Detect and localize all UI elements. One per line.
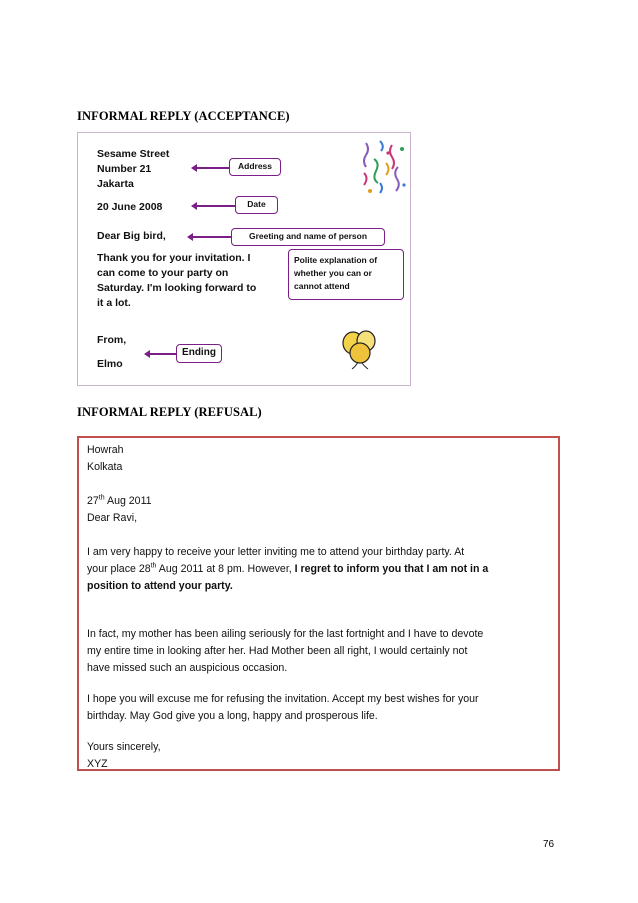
body-line: can come to your party on (97, 267, 229, 279)
heading-refusal: INFORMAL REPLY (REFUSAL) (77, 405, 262, 419)
callout-line: Polite explanation of (294, 255, 378, 265)
letter-greeting: Dear Ravi, (87, 512, 138, 524)
date-month-year: Aug 2011 (104, 495, 152, 507)
balloons-illustration (340, 329, 380, 371)
body-line: it a lot. (97, 297, 131, 309)
paragraph-line: I hope you will excuse me for refusing the invitation. Accept my best wishes for your (87, 693, 479, 705)
paragraph-line: position to attend your party. (87, 580, 233, 592)
callout-greeting (231, 228, 385, 246)
callout-line: whether you can or (294, 268, 372, 278)
letter-greeting: Dear Big bird, (97, 230, 166, 242)
bold-text: I regret to inform you that I am not in a (294, 563, 489, 575)
address-line: Kolkata (87, 461, 123, 473)
acceptance-letter-figure (77, 132, 411, 386)
letter-date: 20 June 2008 (97, 201, 163, 213)
address-line: Howrah (87, 444, 124, 456)
address-line: Jakarta (97, 178, 134, 190)
confetti-illustration (358, 139, 408, 199)
body-line: Saturday. I'm looking forward to (97, 282, 257, 294)
callout-polite-explanation (288, 249, 404, 300)
text-span: your place 28 (87, 563, 151, 575)
arrow-greeting (192, 236, 232, 238)
callout-ending: Ending (176, 344, 222, 363)
letter-signature: XYZ (87, 758, 108, 770)
paragraph-line: birthday. May God give you a long, happy and prosperous life. (87, 710, 378, 722)
arrow-ending (149, 353, 177, 355)
paragraph-line: my entire time in looking after her. Had Mother been all right, I would certainly not (87, 645, 468, 657)
date-suffix: th (98, 494, 105, 502)
address-line: Number 21 (97, 163, 152, 175)
heading-acceptance: INFORMAL REPLY (ACCEPTANCE) (77, 109, 290, 123)
letter-closing: Yours sincerely, (87, 741, 161, 753)
paragraph-line (87, 561, 550, 578)
refusal-letter (77, 436, 560, 771)
arrow-address (196, 167, 230, 169)
callout-date: Date (235, 196, 278, 214)
paragraph-line: In fact, my mother has been ailing seriously for the last fortnight and I have to devote (87, 628, 484, 640)
date-suffix: th (150, 562, 157, 570)
letter-closing: From, (97, 334, 127, 346)
callout-address: Address (229, 158, 281, 176)
address-line: Sesame Street (97, 148, 170, 160)
paragraph-line: I am very happy to receive your letter inviting me to attend your birthday party. At (87, 546, 465, 558)
letter-signature: Elmo (97, 358, 123, 370)
page-number: 76 (543, 839, 555, 850)
paragraph-line: have missed such an auspicious occasion. (87, 662, 288, 674)
callout-line: cannot attend (294, 281, 350, 291)
date-day: 27 (87, 495, 99, 507)
callout-greeting-text: Greeting and name of person (248, 231, 368, 241)
body-line: Thank you for your invitation. I (97, 252, 251, 264)
letter-date (87, 493, 550, 510)
arrow-date (196, 205, 236, 207)
text-span: Aug 2011 at 8 pm. However, (156, 563, 295, 575)
